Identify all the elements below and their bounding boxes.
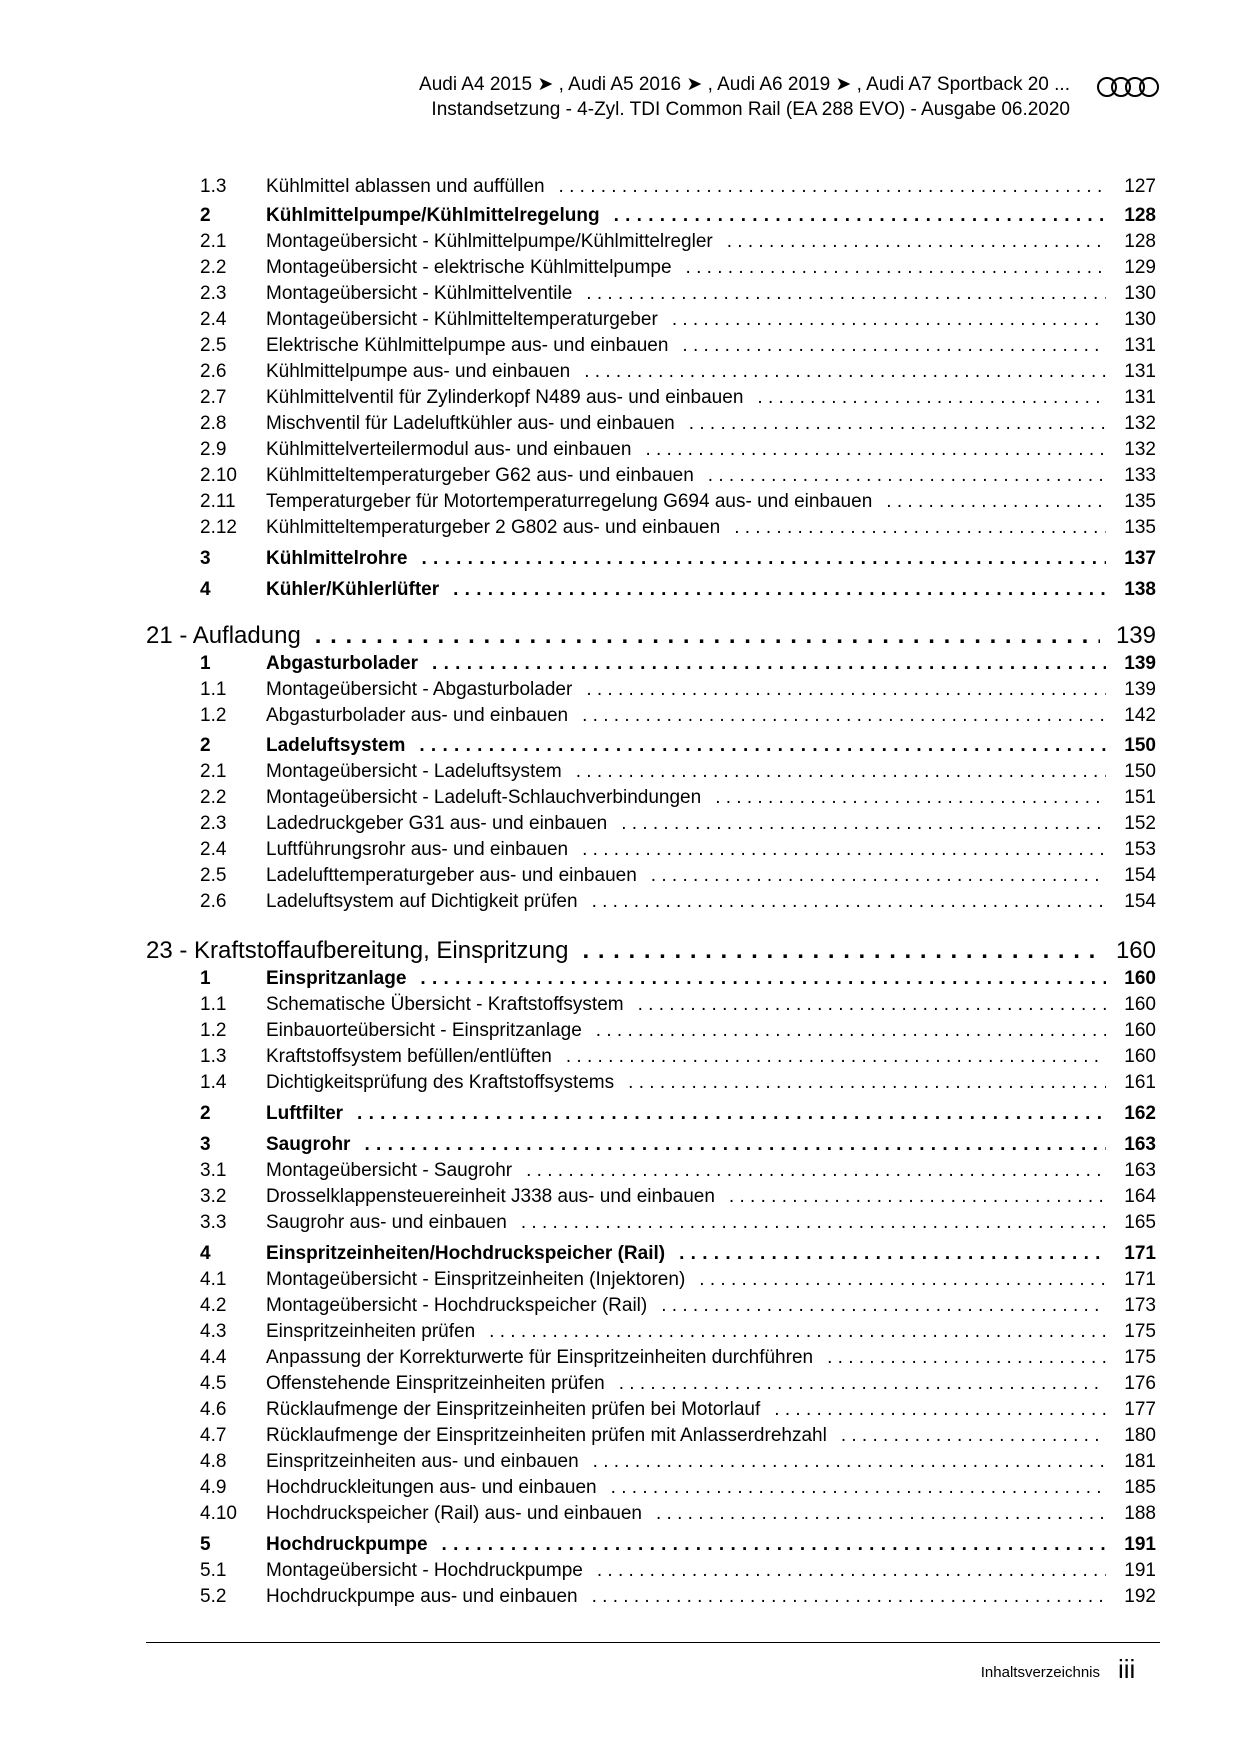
toc-entry-number: 2.8 [200, 413, 227, 434]
toc-entry-number: 2 [200, 205, 211, 226]
toc-entry-title: Kühlmittelverteilermodul aus- und einbauen [266, 439, 632, 460]
dot-leader [651, 865, 1106, 887]
dot-leader [679, 1243, 1106, 1265]
toc-entry-page: 153 [1124, 839, 1156, 860]
dot-leader [364, 1134, 1106, 1156]
toc-entry-title: Saugrohr [266, 1134, 351, 1155]
dot-leader [672, 309, 1106, 331]
document-header [330, 72, 1070, 122]
dot-leader [596, 1020, 1106, 1042]
toc-entry-page: 154 [1124, 891, 1156, 912]
toc-entry-page: 191 [1124, 1534, 1156, 1555]
toc-section[interactable] [146, 968, 1156, 994]
toc-entry-title: Kühlmittelpumpe/Kühlmittelregelung [266, 205, 600, 226]
toc-entry-page: 130 [1124, 283, 1156, 304]
toc-entry[interactable] [146, 1072, 1156, 1098]
toc-entry-number: 4.1 [200, 1269, 227, 1290]
toc-entry[interactable] [146, 1503, 1156, 1529]
toc-entry-title: Hochdruckpumpe [266, 1534, 428, 1555]
toc-entry-number: 2.5 [200, 335, 227, 356]
dot-leader [841, 1425, 1106, 1447]
toc-section[interactable] [146, 579, 1156, 605]
toc-entry-number: 4.6 [200, 1399, 227, 1420]
toc-entry-page: 173 [1124, 1295, 1156, 1316]
toc-entry[interactable] [146, 994, 1156, 1020]
dot-leader [886, 491, 1106, 513]
toc-entry-title: Montageübersicht - Hochdruckspeicher (Rail) [266, 1295, 648, 1316]
toc-entry-number: 4.9 [200, 1477, 227, 1498]
dot-leader [597, 1560, 1106, 1582]
toc-entry-title: Kühlmittelrohre [266, 548, 408, 569]
toc-entry[interactable] [146, 787, 1156, 813]
toc-entry-page: 142 [1124, 705, 1156, 726]
toc-entry-page: 135 [1124, 491, 1156, 512]
toc-entry-title: Kraftstoffsystem befüllen/entlüften [266, 1046, 552, 1067]
dot-leader [686, 257, 1106, 279]
toc-entry-page: 161 [1124, 1072, 1156, 1093]
toc-entry-page: 165 [1124, 1212, 1156, 1233]
toc-entry[interactable] [146, 705, 1156, 731]
dot-leader [827, 1347, 1106, 1369]
toc-entry-title: Rücklaufmenge der Einspritzeinheiten prüfen bei Motorlauf [266, 1399, 761, 1420]
toc-entry-title: Offenstehende Einspritzeinheiten prüfen [266, 1373, 605, 1394]
toc-entry-page: 127 [1124, 176, 1156, 197]
dot-leader [419, 735, 1106, 757]
toc-entry-number: 2.6 [200, 891, 227, 912]
toc-entry-page: 160 [1115, 937, 1156, 964]
toc-entry[interactable] [146, 309, 1156, 335]
header-manual-title: Instandsetzung - 4-Zyl. TDI Common Rail (EA 288 EVO) - Ausgabe 06.2020 [431, 99, 1070, 120]
dot-leader [576, 761, 1106, 783]
toc-entry-number: 2.3 [200, 813, 227, 834]
toc-entry-title: Drosselklappensteuereinheit J338 aus- und einbauen [266, 1186, 715, 1207]
dot-leader [582, 937, 1100, 965]
toc-entry-number: 2.7 [200, 387, 227, 408]
toc-entry-title: Kühlmittelpumpe aus- und einbauen [266, 361, 571, 382]
dot-leader [586, 679, 1106, 701]
dot-leader [727, 231, 1106, 253]
toc-section[interactable] [146, 653, 1156, 679]
toc-entry-title: Ladeluftsystem auf Dichtigkeit prüfen [266, 891, 578, 912]
toc-entry-number: 2.4 [200, 309, 227, 330]
dot-leader [584, 361, 1106, 383]
toc-entry-number: 3 [200, 1134, 211, 1155]
toc-entry-page: 176 [1124, 1373, 1156, 1394]
toc-entry-number: 4.10 [200, 1503, 237, 1524]
toc-entry-page: 132 [1124, 413, 1156, 434]
toc-entry-title: Ladeluftsystem [266, 735, 406, 756]
toc-entry[interactable] [146, 439, 1156, 465]
dot-leader [621, 813, 1106, 835]
toc-entry[interactable] [146, 1020, 1156, 1046]
dot-leader [619, 1373, 1106, 1395]
toc-entry-page: 131 [1124, 335, 1156, 356]
toc-entry[interactable] [146, 465, 1156, 491]
toc-entry-number: 1.2 [200, 1020, 227, 1041]
toc-entry[interactable] [146, 361, 1156, 387]
toc-entry[interactable] [146, 1560, 1156, 1586]
footer-section-label: Inhaltsverzeichnis [980, 1664, 1100, 1681]
toc-entry-number: 1.1 [200, 994, 227, 1015]
toc-entry-number: 2.12 [200, 517, 237, 538]
dot-leader [586, 283, 1106, 305]
toc-entry-number: 1.4 [200, 1072, 227, 1093]
dot-leader [582, 839, 1106, 861]
toc-section[interactable] [146, 205, 1156, 231]
toc-section[interactable] [146, 1534, 1156, 1560]
dot-leader [645, 439, 1106, 461]
toc-entry[interactable] [146, 891, 1156, 917]
toc-entry-title: Kühlmitteltemperaturgeber G62 aus- und einbauen [266, 465, 694, 486]
toc-entry-title: Einspritzeinheiten prüfen [266, 1321, 476, 1342]
toc-entry[interactable] [146, 1160, 1156, 1186]
toc-entry-page: 171 [1124, 1269, 1156, 1290]
toc-section[interactable] [146, 1103, 1156, 1129]
toc-entry-number: 2.1 [200, 761, 227, 782]
toc-entry-title: Ladelufttemperaturgeber aus- und einbauen [266, 865, 637, 886]
toc-entry-title: Montageübersicht - Einspritzeinheiten (Injektoren) [266, 1269, 686, 1290]
dot-leader [638, 994, 1106, 1016]
dot-leader [734, 517, 1106, 539]
toc-entry-number: 3 [200, 548, 211, 569]
toc-entry-page: 160 [1124, 1046, 1156, 1067]
toc-entry-number: 4.3 [200, 1321, 227, 1342]
dot-leader [628, 1072, 1106, 1094]
toc-entry-page: 175 [1124, 1347, 1156, 1368]
toc-entry[interactable] [146, 257, 1156, 283]
dot-leader [611, 1477, 1106, 1499]
dot-leader [521, 1212, 1106, 1234]
toc-entry-title: Schematische Übersicht - Kraftstoffsystem [266, 994, 624, 1015]
toc-entry-page: 139 [1124, 679, 1156, 700]
dot-leader [592, 891, 1106, 913]
toc-entry-title: Montageübersicht - Abgasturbolader [266, 679, 573, 700]
toc-entry-page: 151 [1124, 787, 1156, 808]
toc-entry-page: 139 [1115, 622, 1156, 649]
toc-entry-page: 171 [1124, 1243, 1156, 1264]
dot-leader [593, 1451, 1106, 1473]
toc-entry[interactable] [146, 1347, 1156, 1373]
toc-chapter[interactable] [146, 937, 1156, 969]
dot-leader [582, 705, 1106, 727]
toc-entry[interactable] [146, 413, 1156, 439]
dot-leader [357, 1103, 1106, 1125]
toc-entry-page: 160 [1124, 1020, 1156, 1041]
toc-entry-title: Einspritzanlage [266, 968, 407, 989]
toc-entry-title: Montageübersicht - Hochdruckpumpe [266, 1560, 583, 1581]
toc-entry-title: Hochdruckleitungen aus- und einbauen [266, 1477, 597, 1498]
toc-entry[interactable] [146, 491, 1156, 517]
dot-leader [656, 1503, 1106, 1525]
toc-entry-title: Mischventil für Ladeluftkühler aus- und einbauen [266, 413, 675, 434]
toc-entry-page: 129 [1124, 257, 1156, 278]
toc-entry-page: 163 [1124, 1134, 1156, 1155]
toc-entry-page: 164 [1124, 1186, 1156, 1207]
toc-entry-page: 133 [1124, 465, 1156, 486]
toc-entry-title: Montageübersicht - Saugrohr [266, 1160, 513, 1181]
footer-page-number: iii [1118, 1654, 1136, 1684]
toc-entry-title: Abgasturbolader aus- und einbauen [266, 705, 569, 726]
toc-entry-page: 162 [1124, 1103, 1156, 1124]
toc-entry-page: 160 [1124, 994, 1156, 1015]
toc-entry-title: Montageübersicht - elektrische Kühlmittelpumpe [266, 257, 672, 278]
toc-entry-number: 4.8 [200, 1451, 227, 1472]
toc-entry-title: Hochdruckspeicher (Rail) aus- und einbauen [266, 1503, 642, 1524]
toc-entry-number: 3.1 [200, 1160, 227, 1181]
toc-entry-page: 191 [1124, 1560, 1156, 1581]
toc-entry-title: Ladedruckgeber G31 aus- und einbauen [266, 813, 608, 834]
toc-entry-number: 2.10 [200, 465, 237, 486]
toc-entry-page: 135 [1124, 517, 1156, 538]
toc-chapter[interactable] [146, 622, 1156, 654]
dot-leader [661, 1295, 1106, 1317]
toc-entry-page: 152 [1124, 813, 1156, 834]
toc-entry-number: 2 [200, 735, 211, 756]
toc-entry[interactable] [146, 839, 1156, 865]
dot-leader [566, 1046, 1106, 1068]
toc-entry-title: Saugrohr aus- und einbauen [266, 1212, 507, 1233]
toc-entry-page: 131 [1124, 361, 1156, 382]
toc-entry-page: 150 [1124, 735, 1156, 756]
toc-entry-number: 2.2 [200, 787, 227, 808]
toc-entry-number: 1.2 [200, 705, 227, 726]
toc-entry-number: 4.4 [200, 1347, 227, 1368]
dot-leader [315, 622, 1100, 650]
toc-entry-number: 5.2 [200, 1586, 227, 1607]
toc-entry-page: 150 [1124, 761, 1156, 782]
toc-section[interactable] [146, 735, 1156, 761]
toc-entry-page: 132 [1124, 439, 1156, 460]
toc-entry-title: Luftfilter [266, 1103, 344, 1124]
toc-entry-title: Kühlmittelventil für Zylinderkopf N489 aus- und einbauen [266, 387, 744, 408]
toc-entry[interactable] [146, 1046, 1156, 1072]
dot-leader [526, 1160, 1106, 1182]
toc-entry-page: 192 [1124, 1586, 1156, 1607]
dot-leader [489, 1321, 1106, 1343]
dot-leader [708, 465, 1106, 487]
dot-leader [559, 176, 1106, 198]
toc-entry-number: 4 [200, 579, 211, 600]
dot-leader [729, 1186, 1106, 1208]
toc-entry-number: 2.4 [200, 839, 227, 860]
dot-leader [682, 335, 1106, 357]
toc-entry-number: 2.1 [200, 231, 227, 252]
dot-leader [699, 1269, 1106, 1291]
toc-entry[interactable] [146, 1373, 1156, 1399]
toc-entry-page: 138 [1124, 579, 1156, 600]
toc-entry[interactable] [146, 679, 1156, 705]
toc-entry-number: 3.2 [200, 1186, 227, 1207]
toc-entry-number: 4.5 [200, 1373, 227, 1394]
dot-leader [757, 387, 1106, 409]
dot-leader [715, 787, 1106, 809]
toc-entry-number: 2.2 [200, 257, 227, 278]
toc-entry[interactable] [146, 1186, 1156, 1212]
toc-entry-number: 4.7 [200, 1425, 227, 1446]
toc-entry-page: 177 [1124, 1399, 1156, 1420]
toc-entry-number: 3.3 [200, 1212, 227, 1233]
toc-entry[interactable] [146, 231, 1156, 257]
toc-entry-title: Einspritzeinheiten aus- und einbauen [266, 1451, 579, 1472]
toc-entry-title: Montageübersicht - Ladeluft-Schlauchverbindungen [266, 787, 702, 808]
toc-entry-page: 175 [1124, 1321, 1156, 1342]
toc-entry[interactable] [146, 387, 1156, 413]
toc-entry-number: 5.1 [200, 1560, 227, 1581]
toc-entry[interactable] [146, 1586, 1156, 1612]
toc-entry-title: Anpassung der Korrekturwerte für Einspritzeinheiten durchführen [266, 1347, 814, 1368]
header-vehicle-models: Audi A4 2015 ➤ , Audi A5 2016 ➤ , Audi A6 2019 ➤ , Audi A7 Sportback 20 ... [419, 74, 1070, 95]
toc-entry-title: 23 - Kraftstoffaufbereitung, Einspritzung [146, 937, 569, 964]
toc-entry-title: Kühlmitteltemperaturgeber 2 G802 aus- und einbauen [266, 517, 721, 538]
toc-entry[interactable] [146, 865, 1156, 891]
toc-entry-number: 1 [200, 653, 211, 674]
toc-entry[interactable] [146, 1321, 1156, 1347]
toc-entry-page: 163 [1124, 1160, 1156, 1181]
toc-entry[interactable] [146, 761, 1156, 787]
toc-entry-number: 2.11 [200, 491, 236, 512]
toc-entry-number: 2.9 [200, 439, 227, 460]
toc-section[interactable] [146, 1134, 1156, 1160]
toc-entry-number: 2 [200, 1103, 211, 1124]
toc-entry-page: 139 [1124, 653, 1156, 674]
toc-entry-number: 4 [200, 1243, 211, 1264]
toc-entry-page: 131 [1124, 387, 1156, 408]
toc-entry-number: 2.3 [200, 283, 227, 304]
toc-entry-title: Montageübersicht - Kühlmitteltemperaturgeber [266, 309, 658, 330]
toc-section[interactable] [146, 1243, 1156, 1269]
toc-entry-number: 1.1 [200, 679, 227, 700]
toc-entry-number: 1 [200, 968, 211, 989]
toc-entry-title: Montageübersicht - Kühlmittelventile [266, 283, 573, 304]
toc-entry-number: 2.6 [200, 361, 227, 382]
toc-entry-number: 1.3 [200, 176, 227, 197]
toc-entry-page: 154 [1124, 865, 1156, 886]
toc-entry-number: 5 [200, 1534, 211, 1555]
toc-entry-page: 130 [1124, 309, 1156, 330]
toc-entry-page: 160 [1124, 968, 1156, 989]
toc-entry-title: Elektrische Kühlmittelpumpe aus- und einbauen [266, 335, 669, 356]
toc-entry-title: Dichtigkeitsprüfung des Kraftstoffsystems [266, 1072, 615, 1093]
dot-leader [774, 1399, 1106, 1421]
toc-entry[interactable] [146, 1295, 1156, 1321]
toc-entry-title: Kühler/Kühlerlüfter [266, 579, 440, 600]
toc-entry[interactable] [146, 813, 1156, 839]
toc-entry-title: Einspritzeinheiten/Hochdruckspeicher (Rail) [266, 1243, 666, 1264]
toc-entry-page: 128 [1124, 231, 1156, 252]
toc-entry-title: Einbauorteübersicht - Einspritzanlage [266, 1020, 582, 1041]
toc-entry[interactable] [146, 1269, 1156, 1295]
toc-section[interactable] [146, 548, 1156, 574]
toc-entry-number: 4.2 [200, 1295, 227, 1316]
toc-entry-number: 2.5 [200, 865, 227, 886]
toc-entry[interactable] [146, 1477, 1156, 1503]
toc-entry-page: 128 [1124, 205, 1156, 226]
toc-entry-title: Abgasturbolader [266, 653, 419, 674]
toc-entry[interactable] [146, 283, 1156, 309]
toc-entry-number: 1.3 [200, 1046, 227, 1067]
dot-leader [420, 968, 1106, 990]
toc-entry-page: 137 [1124, 548, 1156, 569]
dot-leader [432, 653, 1106, 675]
toc-entry-title: Montageübersicht - Ladeluftsystem [266, 761, 562, 782]
dot-leader [453, 579, 1106, 601]
toc-entry[interactable] [146, 176, 1156, 202]
toc-entry-title: 21 - Aufladung [146, 622, 301, 649]
toc-entry-page: 181 [1124, 1451, 1156, 1472]
toc-entry-page: 180 [1124, 1425, 1156, 1446]
toc-entry-title: Temperaturgeber für Motortemperaturregelung G694 aus- und einbauen [266, 491, 873, 512]
toc-entry[interactable] [146, 1212, 1156, 1238]
toc-entry[interactable] [146, 1399, 1156, 1425]
toc-entry[interactable] [146, 335, 1156, 361]
audi-rings-logo [1096, 76, 1160, 98]
toc-entry-title: Kühlmittel ablassen und auffüllen [266, 176, 545, 197]
dot-leader [614, 205, 1106, 227]
dot-leader [689, 413, 1106, 435]
dot-leader [442, 1534, 1106, 1556]
toc-entry-title: Hochdruckpumpe aus- und einbauen [266, 1586, 578, 1607]
toc-entry-title: Montageübersicht - Kühlmittelpumpe/Kühlmittelregler [266, 231, 713, 252]
dot-leader [592, 1586, 1106, 1608]
toc-entry[interactable] [146, 1451, 1156, 1477]
toc-entry-title: Luftführungsrohr aus- und einbauen [266, 839, 569, 860]
dot-leader [421, 548, 1106, 570]
toc-entry[interactable] [146, 517, 1156, 543]
toc-entry-page: 188 [1124, 1503, 1156, 1524]
toc-entry[interactable] [146, 1425, 1156, 1451]
toc-entry-title: Rücklaufmenge der Einspritzeinheiten prüfen mit Anlasserdrehzahl [266, 1425, 827, 1446]
toc-entry-page: 185 [1124, 1477, 1156, 1498]
footer-divider [146, 1642, 1160, 1643]
